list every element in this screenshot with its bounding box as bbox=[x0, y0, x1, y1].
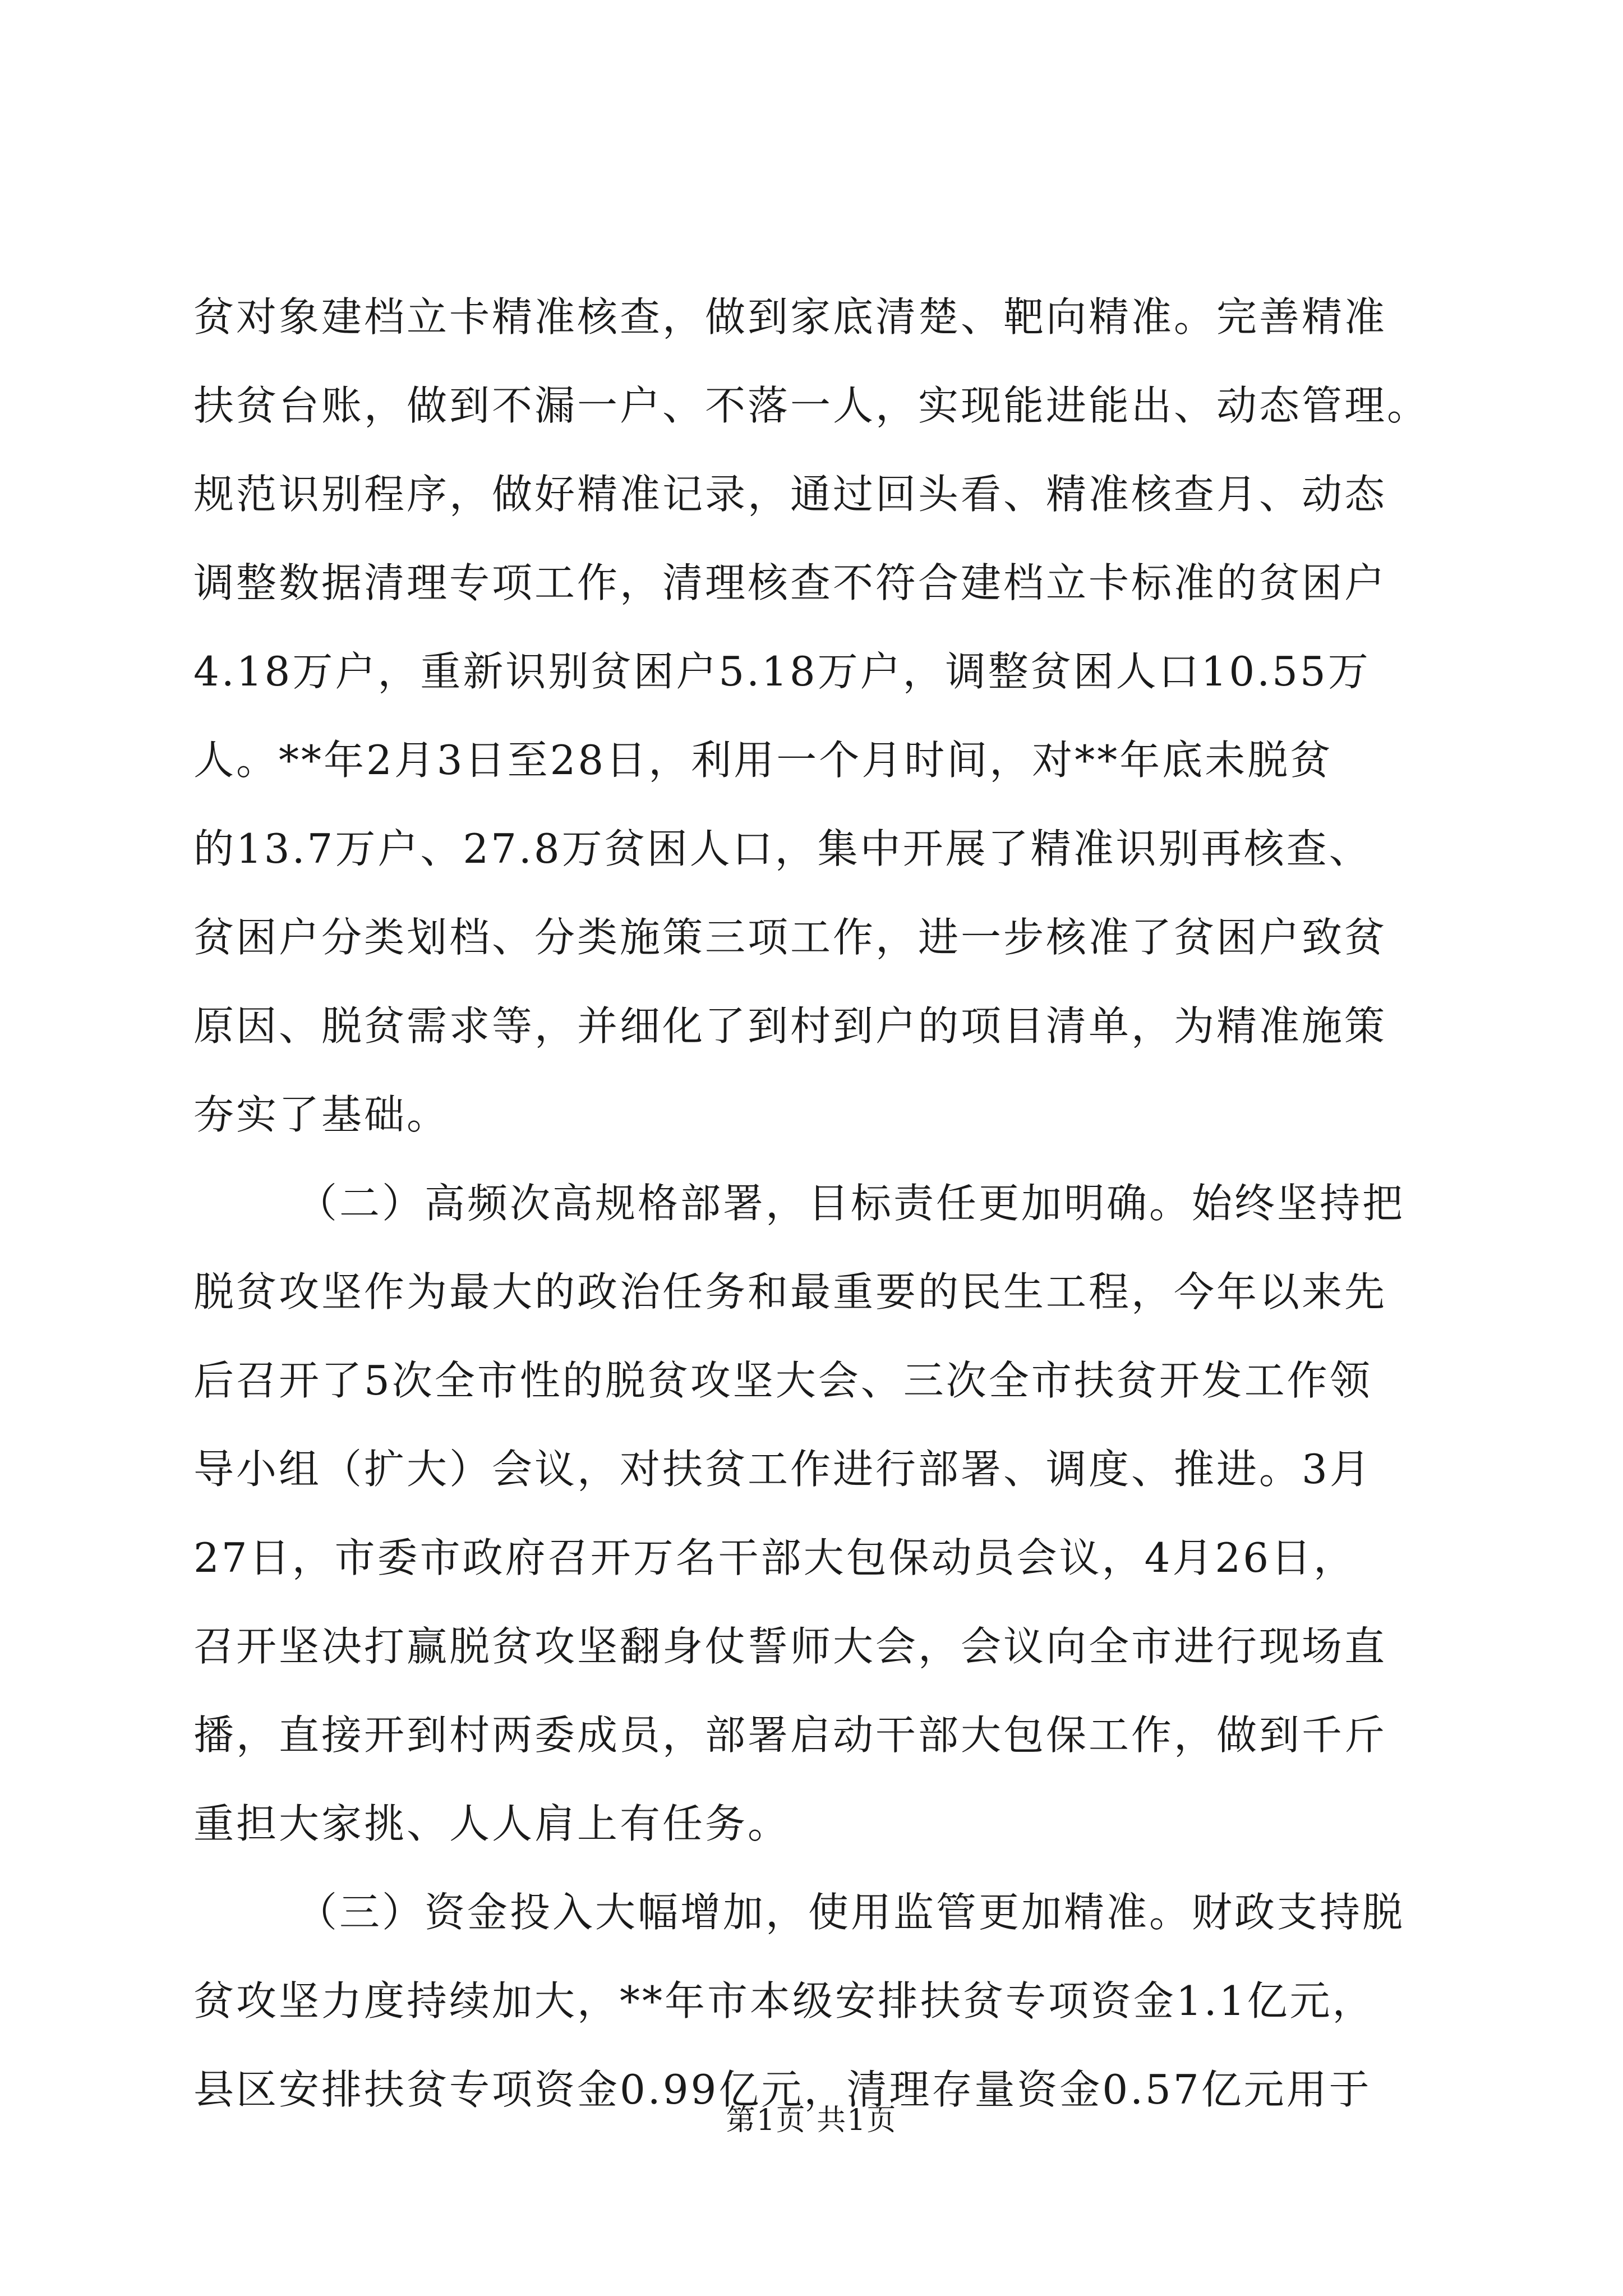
page-footer: 第1页 共1页 bbox=[726, 2104, 897, 2137]
text-line: 4.18万户，重新识别贫困户5.18万户，调整贫困人口10.55万 bbox=[193, 648, 1371, 695]
text-line: 原因、脱贫需求等，并细化了到村到户的项目清单，为精准施策 bbox=[193, 1002, 1387, 1050]
text-line: 贫攻坚力度持续加大，**年市本级安排扶贫专项资金1.1亿元， bbox=[193, 1977, 1375, 2024]
text-line: 27日，市委市政府召开万名干部大包保动员会议，4月26日， bbox=[193, 1534, 1357, 1581]
text-line: 调整数据清理专项工作，清理核查不符合建档立卡标准的贫困户 bbox=[193, 559, 1387, 606]
text-line: 夯实了基础。 bbox=[193, 1091, 450, 1138]
text-line: 重担大家挑、人人肩上有任务。 bbox=[193, 1800, 791, 1847]
section-heading-line: （二）高频次高规格部署，目标责任更加明确。始终坚持把 bbox=[297, 1180, 1405, 1227]
text-line: 导小组（扩大）会议，对扶贫工作进行部署、调度、推进。3月 bbox=[193, 1446, 1372, 1493]
text-line: 规范识别程序，做好精准记录，通过回头看、精准核查月、动态 bbox=[193, 471, 1387, 518]
text-line: 召开坚决打赢脱贫攻坚翻身仗誓师大会，会议向全市进行现场直 bbox=[193, 1623, 1387, 1670]
text-line: 贫困户分类划档、分类施策三项工作，进一步核准了贫困户致贫 bbox=[193, 914, 1387, 961]
text-line: 人。**年2月3日至28日，利用一个月时间，对**年底未脱贫 bbox=[193, 737, 1333, 784]
text-line: 的13.7万户、27.8万贫困人口，集中开展了精准识别再核查、 bbox=[193, 825, 1372, 872]
text-line: 脱贫攻坚作为最大的政治任务和最重要的民生工程，今年以来先 bbox=[193, 1268, 1387, 1315]
text-line: 贫对象建档立卡精准核查，做到家底清楚、靶向精准。完善精准 bbox=[193, 293, 1387, 341]
text-line: 县区安排扶贫专项资金0.99亿元，清理存量资金0.57亿元用于 bbox=[193, 2066, 1372, 2113]
text-line: 后召开了5次全市性的脱贫攻坚大会、三次全市扶贫开发工作领 bbox=[193, 1357, 1372, 1404]
section-heading-line: （三）资金投入大幅增加，使用监管更加精准。财政支持脱 bbox=[297, 1889, 1405, 1936]
text-line: 播，直接开到村两委成员，部署启动干部大包保工作，做到千斤 bbox=[193, 1711, 1387, 1759]
text-line: 扶贫台账，做到不漏一户、不落一人，实现能进能出、动态管理。 bbox=[193, 382, 1430, 429]
